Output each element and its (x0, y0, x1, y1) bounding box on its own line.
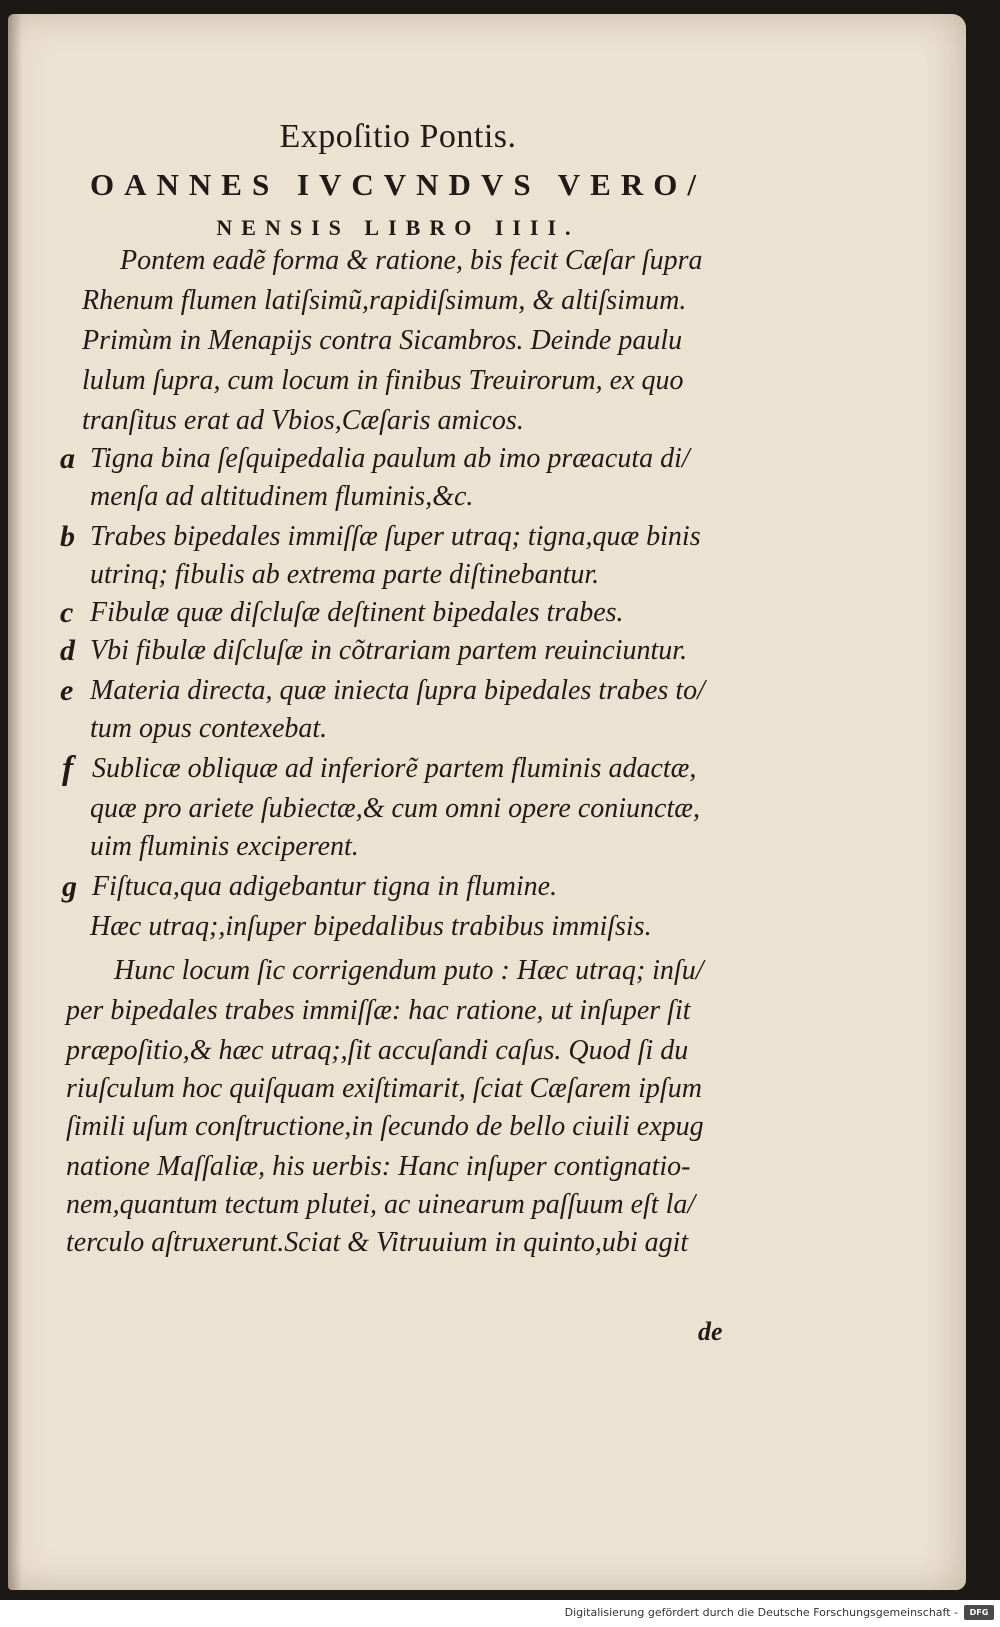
commentary-line: natione Maſſaliæ, his uerbis: Hanc inſuper contignatio- (66, 1151, 691, 1182)
commentary-line: nem,quantum tectum plutei, ac uinearum paſſuum eſt la/ (66, 1189, 696, 1220)
item-line: utrinq; fibulis ab extrema parte diſtinebantur. (90, 559, 600, 590)
dfg-logo: DFG (964, 1605, 994, 1620)
footer-bar (0, 1600, 1000, 1627)
item-line: tum opus contexebat. (90, 713, 328, 744)
item-line: Materia directa, quæ iniecta ſupra bipedales trabes to/ (90, 675, 705, 706)
author-heading-line-2: NENSIS LIBRO IIII. (216, 215, 580, 240)
intro-line: Rhenum flumen latiſsimũ,rapidiſsimum, & altiſsimum. (82, 285, 687, 316)
item-line: Vbi fibulæ diſcluſæ in cõtrariam partem reuinciuntur. (90, 635, 688, 666)
item-line: Sublicæ obliquæ ad inferiorẽ partem fluminis adactæ, (92, 753, 697, 784)
commentary-line: Hunc locum ſic corrigendum puto : Hæc utraq; inſu/ (114, 955, 704, 986)
item-letter-a: a (60, 442, 75, 475)
after-items-line: Hæc utraq;,inſuper bipedalibus trabibus immiſsis. (90, 911, 652, 942)
item-line: uim fluminis exciperent. (90, 831, 359, 862)
author-heading-line-1: OANNES IVCVNDVS VERO/ (90, 167, 706, 202)
item-line: Fiſtuca,qua adigebantur tigna in flumine. (92, 871, 558, 902)
commentary-line: præpoſitio,& hæc utraq;,ſit accuſandi caſus. Quod ſi du (66, 1035, 689, 1066)
commentary-line: riuſculum hoc quiſquam exiſtimarit, ſciat Cæſarem ipſum (66, 1073, 702, 1104)
item-letter-f: f (62, 750, 74, 787)
intro-line: tranſitus erat ad Vbios,Cæſaris amicos. (82, 405, 524, 436)
funding-credit: Digitalisierung gefördert durch die Deutsche Forschungsgemeinschaft - (564, 1606, 958, 1619)
commentary-line: terculo aſtruxerunt.Sciat & Vitruuium in quinto,ubi agit (66, 1227, 689, 1258)
item-line: menſa ad altitudinem fluminis,&c. (90, 481, 474, 512)
item-letter-g: g (62, 870, 77, 903)
intro-line: lulum ſupra, cum locum in finibus Treuirorum, ex quo (82, 365, 684, 396)
item-line: quæ pro ariete ſubiectæ,& cum omni opere coniunctæ, (90, 793, 700, 824)
commentary-line: per bipedales trabes immiſſæ: hac ratione, ut inſuper ſit (66, 995, 691, 1026)
item-letter-b: b (60, 520, 75, 553)
commentary-line: ſimili uſum conſtructione,in ſecundo de bello ciuili expug (66, 1111, 704, 1142)
item-letter-e: e (60, 674, 74, 707)
intro-line: Primùm in Menapijs contra Sicambros. Deinde paulu (82, 325, 683, 356)
book-page (8, 14, 966, 1590)
running-head: Expoſitio Pontis. (279, 118, 517, 155)
item-letter-d: d (60, 634, 75, 667)
intro-line: Pontem eadẽ forma & ratione, bis fecit Cæſar ſupra (120, 245, 703, 276)
item-letter-c: c (60, 596, 74, 629)
item-line: Trabes bipedales immiſſæ ſuper utraq; tigna,quæ binis (90, 521, 701, 552)
item-line: Fibulæ quæ diſcluſæ deſtinent bipedales trabes. (90, 597, 624, 628)
item-line: Tigna bina ſeſquipedalia paulum ab imo præacuta di/ (90, 443, 690, 474)
catchword: de (698, 1317, 723, 1346)
